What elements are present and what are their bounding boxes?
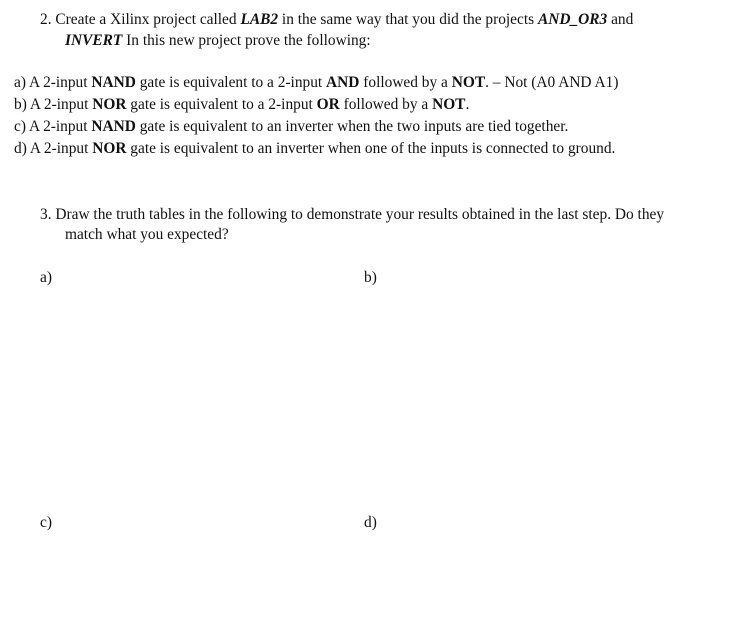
project-name-and-or3: AND_OR3 — [537, 11, 608, 28]
project-name-invert: INVERT — [65, 32, 123, 49]
item-a-prefix: a) A 2-input — [14, 74, 92, 91]
q3-line-2: match what you expected? — [65, 226, 229, 243]
q2-line2-suffix: In this new project prove the following: — [122, 32, 371, 49]
table-label-b: b) — [364, 269, 377, 286]
item-d-suffix: gate is equivalent to an inverter when one of the inputs is connected to ground. — [126, 140, 616, 157]
item-a — [14, 72, 618, 93]
item-c-gate-nand: NAND — [91, 118, 136, 135]
item-d-gate-nor: NOR — [92, 140, 127, 157]
item-b-suffix: . — [465, 96, 470, 113]
item-d — [14, 138, 615, 159]
item-b-middle1: gate is equivalent to a 2-input — [126, 96, 317, 113]
q2-text-suffix: and — [607, 11, 634, 28]
item-b-gate-or: OR — [316, 96, 340, 113]
item-b-prefix: b) A 2-input — [14, 96, 93, 113]
item-a-gate-nand: NAND — [91, 74, 136, 91]
item-a-middle2: followed by a — [359, 74, 452, 91]
table-label-d: d) — [364, 514, 377, 531]
q3-line-1: 3. Draw the truth tables in the following to demonstrate your results obtained in the last step. Do they — [40, 206, 665, 223]
table-label-a: a) — [40, 269, 52, 286]
q2-text-middle: in the same way that you did the projects — [278, 11, 538, 28]
item-c — [14, 116, 568, 137]
item-d-prefix: d) A 2-input — [14, 140, 93, 157]
item-b-gate-nor: NOR — [92, 96, 127, 113]
item-b-middle2: followed by a — [339, 96, 433, 113]
item-c-suffix: gate is equivalent to an inverter when the two inputs are tied together. — [135, 118, 569, 135]
item-a-suffix: . – Not (A0 AND A1) — [485, 74, 619, 91]
item-b — [14, 94, 469, 115]
q2-line-1 — [40, 9, 633, 30]
q2-line-2 — [65, 30, 371, 51]
q2-text-prefix: 2. Create a Xilinx project called — [40, 11, 241, 28]
table-label-c: c) — [40, 514, 52, 531]
item-a-middle1: gate is equivalent to a 2-input — [135, 74, 327, 91]
item-b-gate-not: NOT — [432, 96, 466, 113]
item-a-gate-and: AND — [326, 74, 360, 91]
project-name-lab2: LAB2 — [240, 11, 279, 28]
item-c-prefix: c) A 2-input — [14, 118, 92, 135]
item-a-gate-not: NOT — [451, 74, 486, 91]
